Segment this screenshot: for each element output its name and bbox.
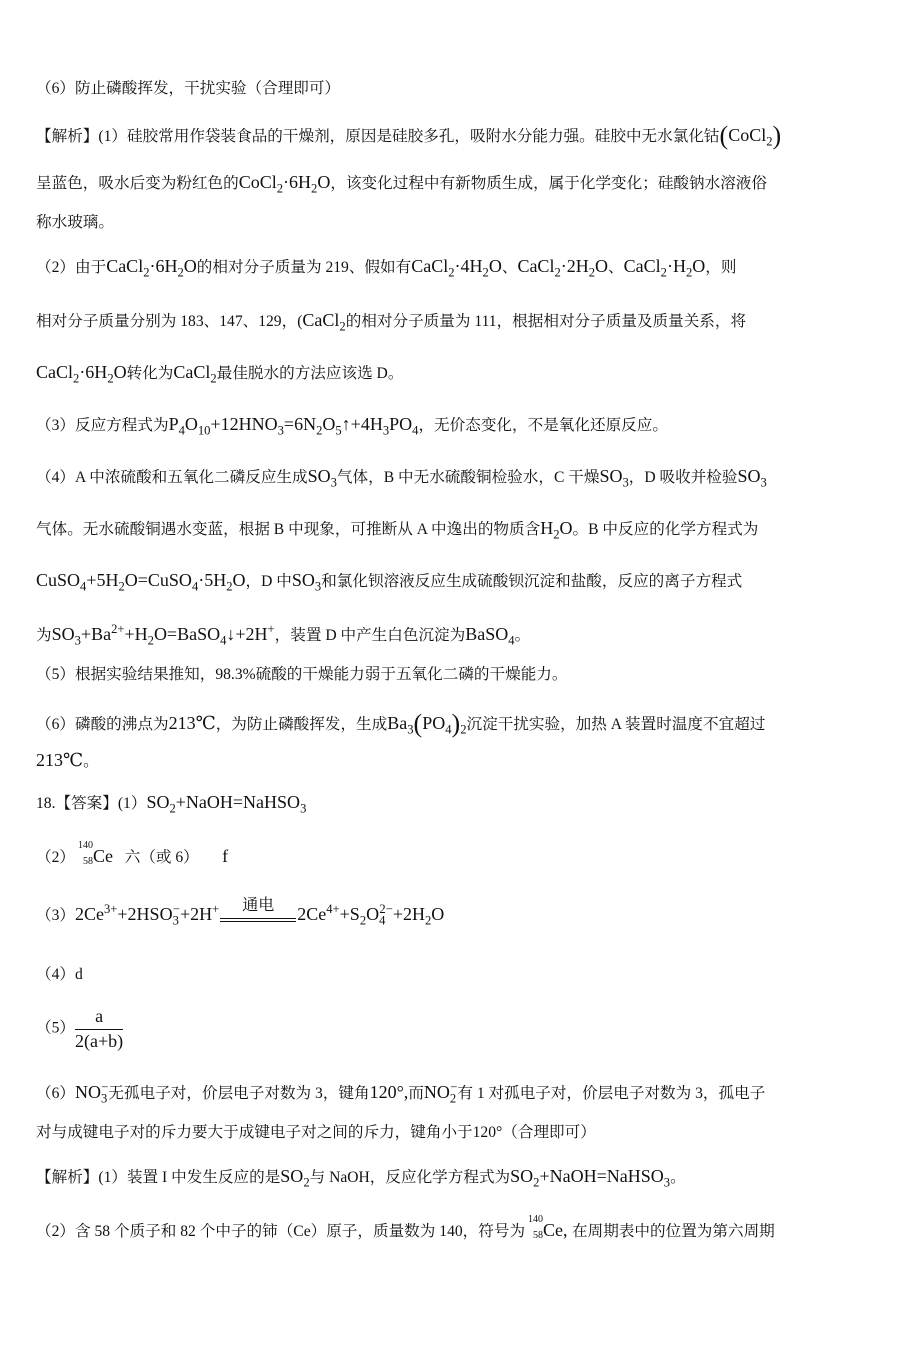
fraction: $\frac{a}{2(a+b)}$	[75, 1006, 124, 1051]
line-analysis-12: （5）根据实验结果推知，98.3%硫酸的干燥能力弱于五氧化二磷的干燥能力。	[36, 666, 568, 683]
line-analysis-5: 相对分子质量分别为 183、147、129，(CaCl$_2$的相对分子质量为 111，根据相对分子质量及质量关系，将	[36, 310, 747, 334]
line-q18-answer-7: 对与成键电子对的斥力要大于成键电子对之间的斥力，键角小于120°（合理即可）	[36, 1124, 596, 1141]
line-analysis-6: $CaCl_2\cdot 6H_2O$转化为CaCl$_2$最佳脱水的方法应该选 D。	[36, 362, 404, 386]
line-analysis-7: （3）反应方程式为$P_4O_{10}+12HNO_3=6N_2O_5↑+4H_3PO_4$，无价态变化，不是氧化还原反应。	[36, 414, 668, 438]
line-analysis-10: $CuSO_4+5H_2O=CuSO_4\cdot 5H_2O$，D 中$SO_3$和氯化钡溶液反应生成硫酸钡沉淀和盐酸，反应的离子方程式	[36, 570, 743, 594]
line-q18-answer-2: （2） 140 58 Ce 六（或 6） f	[36, 840, 229, 867]
isotope-notation: 140 58	[78, 840, 93, 867]
line-analysis-3: 称水玻璃。	[36, 214, 114, 231]
line-q18-analysis-2: （2）含 58 个质子和 82 个中子的铈（Ce）原子，质量数为 140，符号为 140 58 Ce, 在周期表中的位置为第六周期	[36, 1214, 775, 1241]
line-q18-answer-5: （5） $\frac{a}{2(a+b)}$	[36, 1006, 124, 1051]
line-answer-6: （6）防止磷酸挥发，干扰实验（合理即可）	[36, 80, 341, 97]
line-analysis-9: 气体。无水硫酸铜遇水变蓝，根据 B 中现象，可推断从 A 中逸出的物质含$H_2O$。B 中反应的化学方程式为	[36, 518, 759, 542]
line-analysis-11: 为$SO_3+Ba^{2+}+H_2O=BaSO_4↓+2H^+$，装置 D 中产生白色沉淀为BaSO$_4$。	[36, 622, 531, 648]
line-q18-answer-4: （4）d	[36, 966, 83, 983]
line-analysis-1: 【解析】(1）硅胶常用作袋装食品的干燥剂，原因是硅胶多孔，吸附水分能力强。硅胶中无水氯化钴(CoCl$_2$)	[36, 121, 782, 150]
line-q18-answer-3: $(3)2Ce^{3+}+2HSO_3^-+2H^+$ 通电 $2Ce^{4+}+S_2O_4^{2-}+2H_2O$	[36, 897, 445, 928]
line-q18-answer-6: $(6)NO_3^-$无孤电子对，价层电子对数为 3，键角120°,而$NO_2^-$有 1 对孤电子对，价层电子对数为 3，孤电子	[36, 1080, 766, 1106]
line-analysis-14: 213℃。	[36, 750, 99, 770]
electrolysis-arrow: 通电	[220, 906, 296, 925]
line-analysis-4: （2）由于$CaCl_2\cdot 6H_2O$的相对分子质量为 219、假如有$CaCl_2\cdot 4H_2O$、$CaCl_2\cdot 2H_2O$、$CaCl_2\cdot H_2O$，则	[36, 256, 737, 280]
line-q18-analysis-1: 【解析】(1）装置 I 中发生反应的是$SO_2$与 NaOH，反应化学方程式为$SO_2+NaOH=NaHSO_3$。	[36, 1166, 686, 1190]
line-q18-answer-1: 18.【答案】$(1)SO_2+NaOH=NaHSO_3$	[36, 792, 307, 816]
line-analysis-8: （4）A 中浓硫酸和五氧化二磷反应生成$SO_3$气体，B 中无水硫酸铜检验水，C 干燥$SO_3$，D 吸收并检验$SO_3$	[36, 466, 767, 490]
line-analysis-13: （6）磷酸的沸点为213℃，为防止磷酸挥发，生成$Ba_3(PO_4)_2$沉淀干扰实验，加热 A 装置时温度不宜超过	[36, 709, 766, 738]
line-analysis-2: 呈蓝色，吸水后变为粉红色的$CoCl_2\cdot 6H_2O$，该变化过程中有新物质生成，属于化学变化；硅酸钠水溶液俗	[36, 172, 767, 196]
